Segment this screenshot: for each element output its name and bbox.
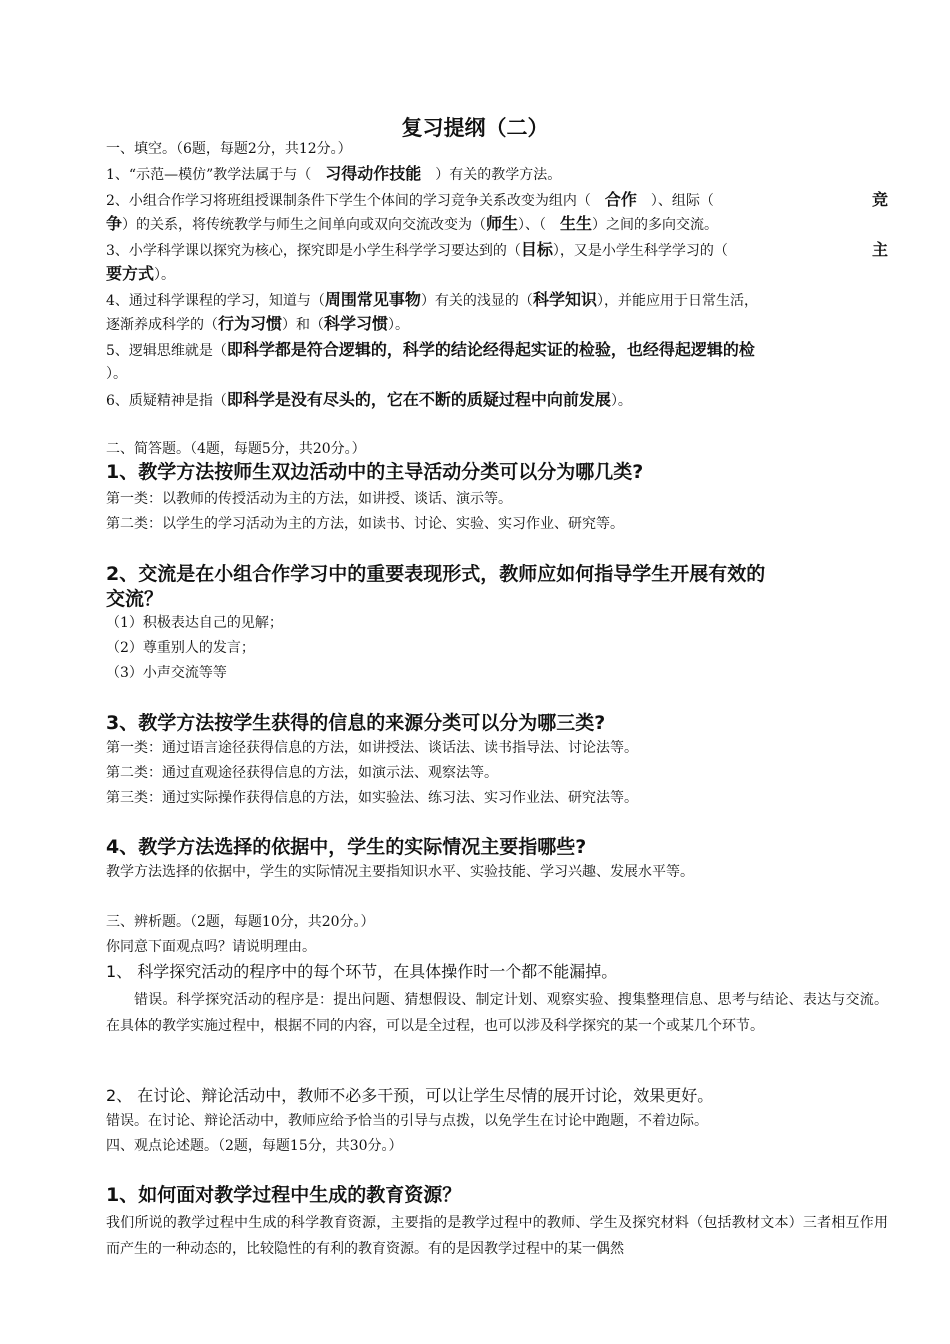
question-text: ）。 <box>388 317 410 333</box>
answer-text: 争 <box>106 214 123 233</box>
answer-line: 第一类：以教师的传授活动为主的方法，如讲授、谈话、演示等。 <box>106 491 512 507</box>
answer-text: 生生 <box>560 214 593 233</box>
question-text: 5、逻辑思维就是（ <box>106 343 227 359</box>
fill-question-5-line-1 <box>106 338 888 363</box>
answer-text: 习得动作技能 <box>325 164 422 183</box>
analysis-question-2: 2、 在讨论、辩论活动中，教师不必多干预，可以让学生尽情的展开讨论，效果更好。 <box>106 1086 714 1105</box>
question-text: ）。 <box>610 393 632 409</box>
answer-text: 行为习惯 <box>218 314 283 333</box>
analysis-answer-1: 错误。科学探究活动的程序是：提出问题、猜想假设、制定计划、观察实验、搜集整理信息、思考与结论、表达与交流。在具体的教学实施过程中，根据不同的内容，可以是全过程，也可以涉及科学探究的某一个或某几个环节。 <box>106 992 888 1034</box>
analysis-answer-2: 错误。在讨论、辩论活动中，教师应给予恰当的引导与点拨，以免学生在讨论中跑题，不着边际。 <box>106 1113 708 1129</box>
analysis-question-1: 1、 科学探究活动的程序中的每个环节，在具体操作时一个都不能漏掉。 <box>106 962 618 981</box>
short-question-2-line-1: 2、交流是在小组合作学习中的重要表现形式，教师应如何指导学生开展有效的 <box>106 563 766 585</box>
question-text: ）有关的浅显的（ <box>420 293 533 309</box>
answer-text: 科学习惯 <box>324 314 389 333</box>
essay-answer-1: 我们所说的教学过程中生成的科学教育资源，主要指的是教学过程中的教师、学生及探究材料（包括教材文本）三者相互作用而产生的一种动态的，比较隐性的有利的教育资源。有的是因教学过程中的某一偶然 <box>106 1215 888 1257</box>
section-3-header: 三、辨析题。（2题，每题10分，共20分。） <box>106 914 375 930</box>
fill-question-6 <box>106 388 888 413</box>
short-question-3: 3、教学方法按学生获得的信息的来源分类可以分为哪三类? <box>106 712 606 734</box>
question-text: 3、小学科学课以探究为核心，探究即是小学生科学学习要达到的（ <box>106 243 521 259</box>
question-text: ）、组际（ <box>636 193 714 209</box>
answer-text: 周围常见事物 <box>324 290 421 309</box>
question-text: ）的关系，将传统教学与师生之间单向或双向交流改变为（ <box>122 217 487 233</box>
question-text: 逐渐养成科学的（ <box>106 317 218 333</box>
question-text: ）有关的教学方法。 <box>421 167 562 183</box>
answer-text: 主 <box>871 240 888 259</box>
question-text: 6、质疑精神是指（ <box>106 393 227 409</box>
answer-line: 第一类：通过语言途径获得信息的方法，如讲授法、谈话法、读书指导法、讨论法等。 <box>106 740 638 756</box>
question-text: 1、“示范—模仿”教学法属于与（ <box>106 167 326 183</box>
question-text: ）和（ <box>282 317 325 333</box>
fill-question-4-line-1 <box>106 288 888 313</box>
question-text: ），又是小学生科学学习的（ <box>552 243 728 259</box>
answer-text: 即科学是没有尽头的，它在不断的质疑过程中向前发展 <box>226 390 611 409</box>
answer-line: 教学方法选择的依据中，学生的实际情况主要指知识水平、实验技能、学习兴趣、发展水平等。 <box>106 864 694 880</box>
question-text: 4、通过科学课程的学习，知道与（ <box>106 293 325 309</box>
section-3-intro: 你同意下面观点吗？请说明理由。 <box>106 939 316 955</box>
answer-text: 即科学都是符合逻辑的，科学的结论经得起实证的检验，也经得起逻辑的检 <box>226 340 755 359</box>
page-title: 复习提纲（二） <box>401 116 549 140</box>
section-2-header: 二、简答题。（4题，每题5分，共20分。） <box>106 441 366 457</box>
answer-line: （1）积极表达自己的见解； <box>106 615 283 631</box>
answer-line: （2）尊重别人的发言； <box>106 640 255 656</box>
short-question-4: 4、教学方法选择的依据中，学生的实际情况主要指哪些? <box>106 836 587 858</box>
answer-text: 竞 <box>871 190 888 209</box>
answer-text: 要方式 <box>106 264 155 283</box>
answer-line: 第二类：以学生的学习活动为主的方法，如读书、讨论、实验、实习作业、研究等。 <box>106 516 624 532</box>
fill-question-2-line-2 <box>106 212 888 237</box>
fill-question-3-line-1 <box>106 238 888 263</box>
answer-line: （3）小声交流等等 <box>106 665 227 681</box>
fill-question-4-line-2 <box>106 312 888 337</box>
question-text: ）之间的多向交流。 <box>592 217 719 233</box>
section-1-header: 一、填空。（6题，每题2分，共12分。） <box>106 141 352 157</box>
question-text: ）、（ <box>518 217 561 233</box>
fill-question-3-line-2 <box>106 262 888 287</box>
answer-line: 第二类：通过直观途径获得信息的方法，如演示法、观察法等。 <box>106 765 498 781</box>
answer-text: 合作 <box>604 190 637 209</box>
answer-text: 目标 <box>520 240 553 259</box>
essay-question-1: 1、如何面对教学过程中生成的教育资源？ <box>106 1184 462 1206</box>
question-text: 2、小组合作学习将班组授课制条件下学生个体间的学习竞争关系改变为组内（ <box>106 193 605 209</box>
answer-text: 科学知识 <box>532 290 597 309</box>
fill-question-5-line-2: ）。 <box>106 366 127 382</box>
short-question-2-line-2: 交流？ <box>106 588 164 610</box>
fill-question-1 <box>106 162 888 187</box>
question-text: ）。 <box>154 267 176 283</box>
short-question-1: 1、教学方法按师生双边活动中的主导活动分类可以分为哪几类? <box>106 461 644 483</box>
fill-question-2-line-1 <box>106 188 888 213</box>
answer-text: 师生 <box>486 214 519 233</box>
question-text: ），并能应用于日常生活， <box>596 293 758 309</box>
section-4-header: 四、观点论述题。（2题，每题15分，共30分。） <box>106 1138 403 1154</box>
answer-line: 第三类：通过实际操作获得信息的方法，如实验法、练习法、实习作业法、研究法等。 <box>106 790 638 806</box>
